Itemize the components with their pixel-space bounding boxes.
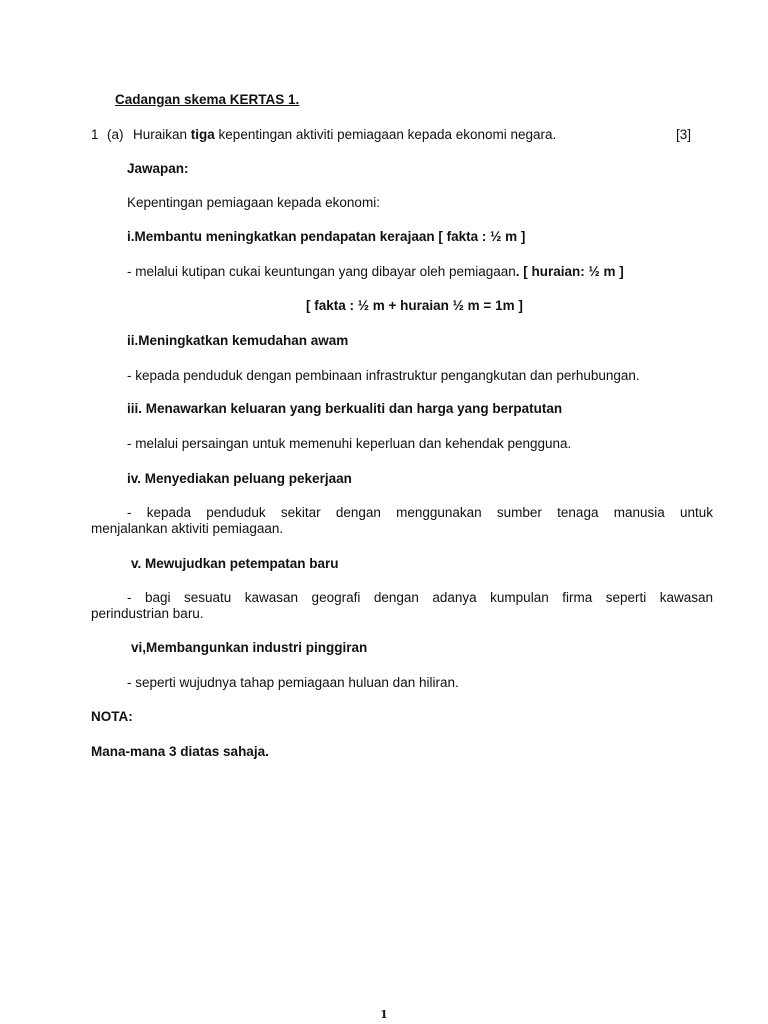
answer-heading: Jawapan: (127, 161, 189, 176)
question-text: Huraikan tiga kepentingan aktiviti pemiagaan kepada ekonomi negara. (133, 127, 557, 142)
point-3-detail: - melalui persaingan untuk memenuhi keperluan dan kehendak pengguna. (127, 436, 572, 451)
point-1-detail: - melalui kutipan cukai keuntungan yang dibayar oleh pemiagaan. [ huraian: ½ m ] (127, 264, 624, 279)
point-2-heading: ii.Meningkatkan kemudahan awam (127, 333, 349, 348)
point-3-heading: iii. Menawarkan keluaran yang berkualiti dan harga yang berpatutan (127, 401, 563, 416)
answer-intro: Kepentingan pemiagaan kepada ekonomi: (127, 195, 380, 210)
question-number: 1 (91, 127, 99, 142)
point-5-detail: - bagi sesuatu kawasan geografi dengan adanya kumpulan firma seperti kawasan perindustrian baru. (91, 590, 713, 621)
nota-text: Mana-mana 3 diatas sahaja. (91, 744, 269, 759)
point-5-heading: v. Mewujudkan petempatan baru (131, 556, 339, 571)
marking-summary: [ fakta : ½ m + huraian ½ m = 1m ] (306, 298, 523, 313)
point-1-heading: i.Membantu meningkatkan pendapatan kerajaan [ fakta : ½ m ] (127, 229, 526, 244)
point-6-detail: - seperti wujudnya tahap pemiagaan huluan dan hiliran. (127, 675, 459, 690)
page-number: 1 (380, 1008, 388, 1021)
nota-label: NOTA: (91, 709, 133, 724)
point-4-heading: iv. Menyediakan peluang pekerjaan (127, 471, 352, 486)
question-part: (a) (107, 127, 124, 142)
point-2-detail: - kepada penduduk dengan pembinaan infrastruktur pengangkutan dan perhubungan. (127, 368, 640, 383)
document-title: Cadangan skema KERTAS 1. (115, 92, 300, 107)
question-marks: [3] (676, 127, 692, 142)
point-4-detail: - kepada penduduk sekitar dengan menggunakan sumber tenaga manusia untuk menjalankan aktiviti pemiagaan. (91, 505, 713, 536)
point-6-heading: vi,Membangunkan industri pinggiran (131, 640, 368, 655)
